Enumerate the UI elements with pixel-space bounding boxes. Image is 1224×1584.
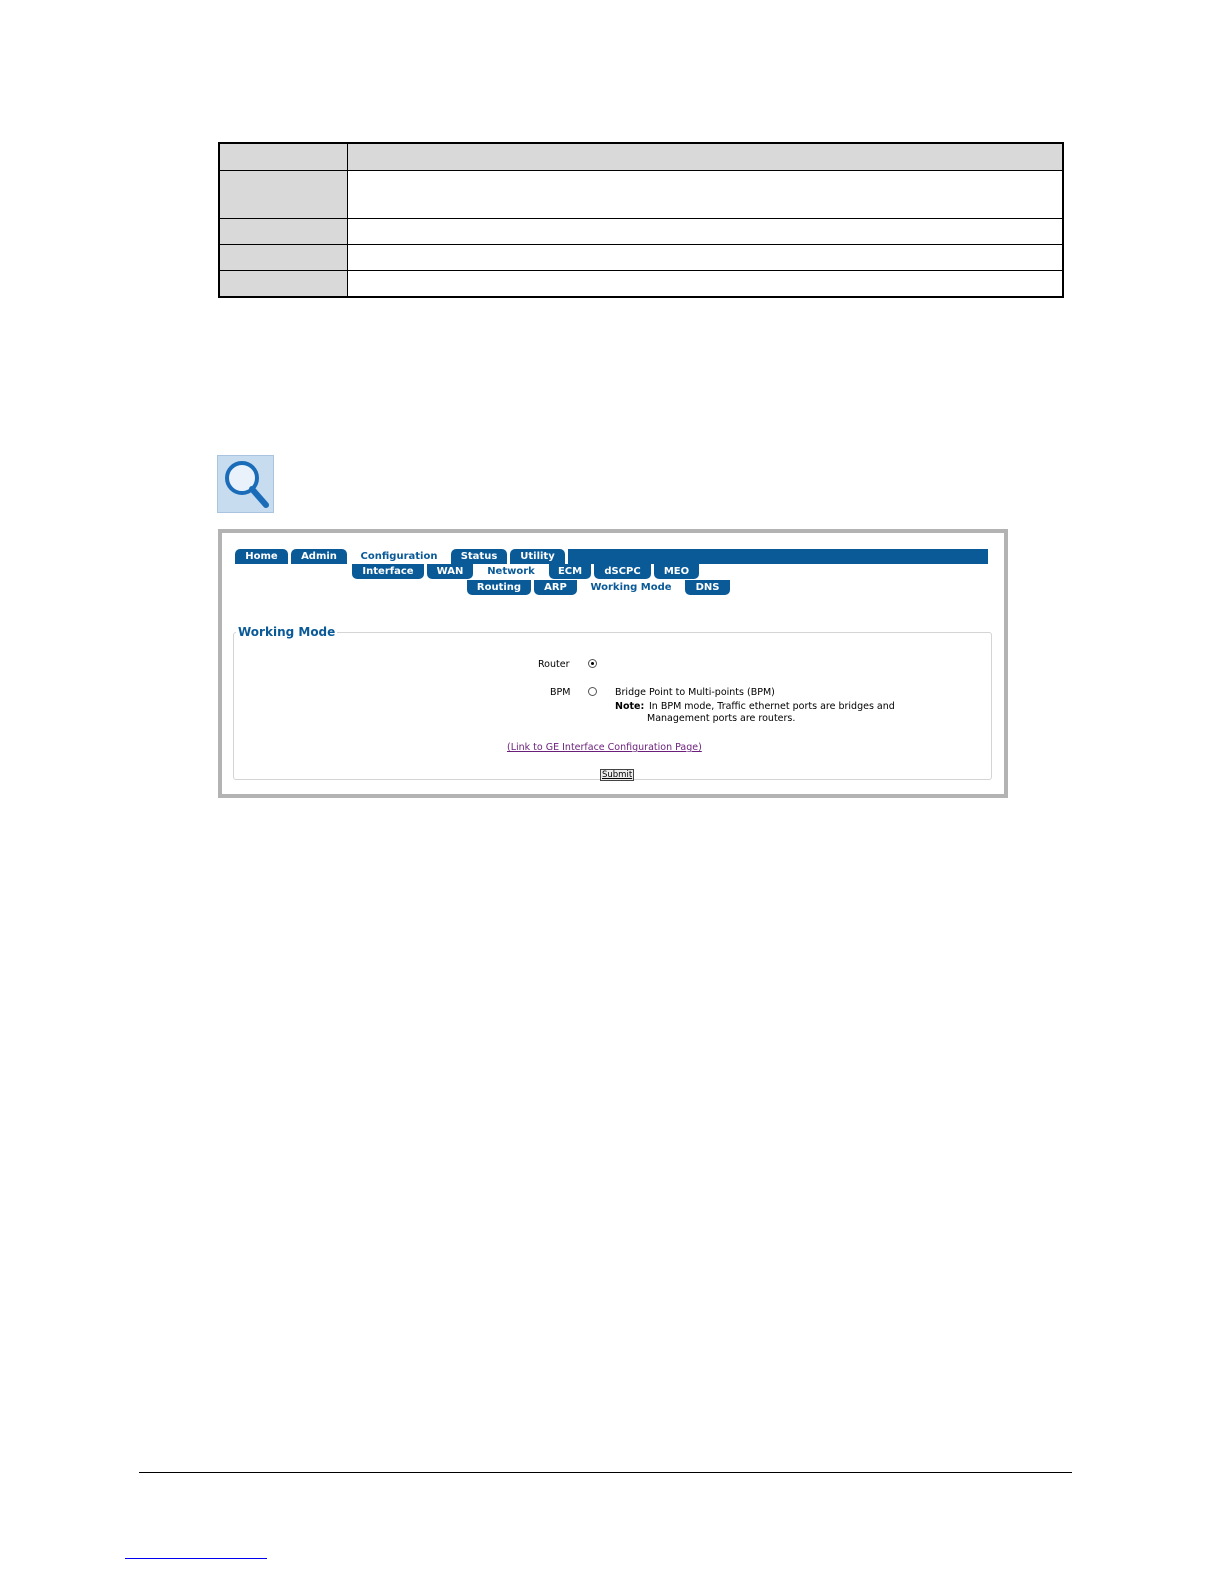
router-label: Router	[538, 659, 570, 670]
tab-network[interactable]: Network	[476, 564, 546, 579]
ge-interface-link[interactable]: (Link to GE Interface Configuration Page)	[507, 742, 702, 753]
section-title: Working Mode	[238, 625, 336, 639]
tab-arp[interactable]: ARP	[534, 580, 577, 595]
table-cell	[219, 245, 348, 271]
tab-admin[interactable]: Admin	[291, 549, 347, 564]
table-cell	[219, 219, 348, 245]
table-cell	[219, 171, 348, 219]
footer-rule	[139, 1472, 1072, 1473]
submit-button[interactable]: Submit	[602, 770, 633, 780]
bpm-description: Bridge Point to Multi-points (BPM)	[615, 687, 775, 698]
footer-link-underline	[125, 1558, 267, 1559]
tab-dscpc[interactable]: dSCPC	[594, 564, 651, 579]
tab-configuration[interactable]: Configuration	[350, 549, 448, 564]
table-cell	[348, 219, 1064, 245]
tab-interface[interactable]: Interface	[352, 564, 424, 579]
note-label: Note:	[615, 701, 645, 712]
tab-dns[interactable]: DNS	[685, 580, 730, 595]
table-header-cell	[348, 143, 1064, 171]
tab-working-mode[interactable]: Working Mode	[580, 580, 682, 595]
magnifier-icon	[217, 455, 274, 513]
tab-status[interactable]: Status	[451, 549, 507, 564]
tab-utility[interactable]: Utility	[510, 549, 565, 564]
tab-meo[interactable]: MEO	[654, 564, 699, 579]
tab-bar-fill	[568, 549, 988, 564]
bpm-label: BPM	[550, 687, 571, 698]
table-cell	[348, 271, 1064, 298]
table-cell	[348, 245, 1064, 271]
tab-wan[interactable]: WAN	[427, 564, 473, 579]
note-line-2: Management ports are routers.	[647, 713, 796, 724]
tab-ecm[interactable]: ECM	[549, 564, 591, 579]
table-header-cell	[219, 143, 348, 171]
doc-table	[218, 142, 1064, 298]
sub-tab-bar-2	[467, 580, 730, 595]
table-cell	[219, 271, 348, 298]
table-cell	[348, 171, 1064, 219]
main-tab-bar	[235, 549, 988, 564]
bpm-radio[interactable]	[588, 687, 597, 696]
tab-routing[interactable]: Routing	[467, 580, 531, 595]
note-line-1: In BPM mode, Traffic ethernet ports are bridges and	[649, 701, 895, 712]
router-radio[interactable]	[588, 659, 597, 668]
web-ui-screenshot	[218, 529, 1008, 798]
sub-tab-bar	[352, 564, 699, 579]
tab-home[interactable]: Home	[235, 549, 288, 564]
